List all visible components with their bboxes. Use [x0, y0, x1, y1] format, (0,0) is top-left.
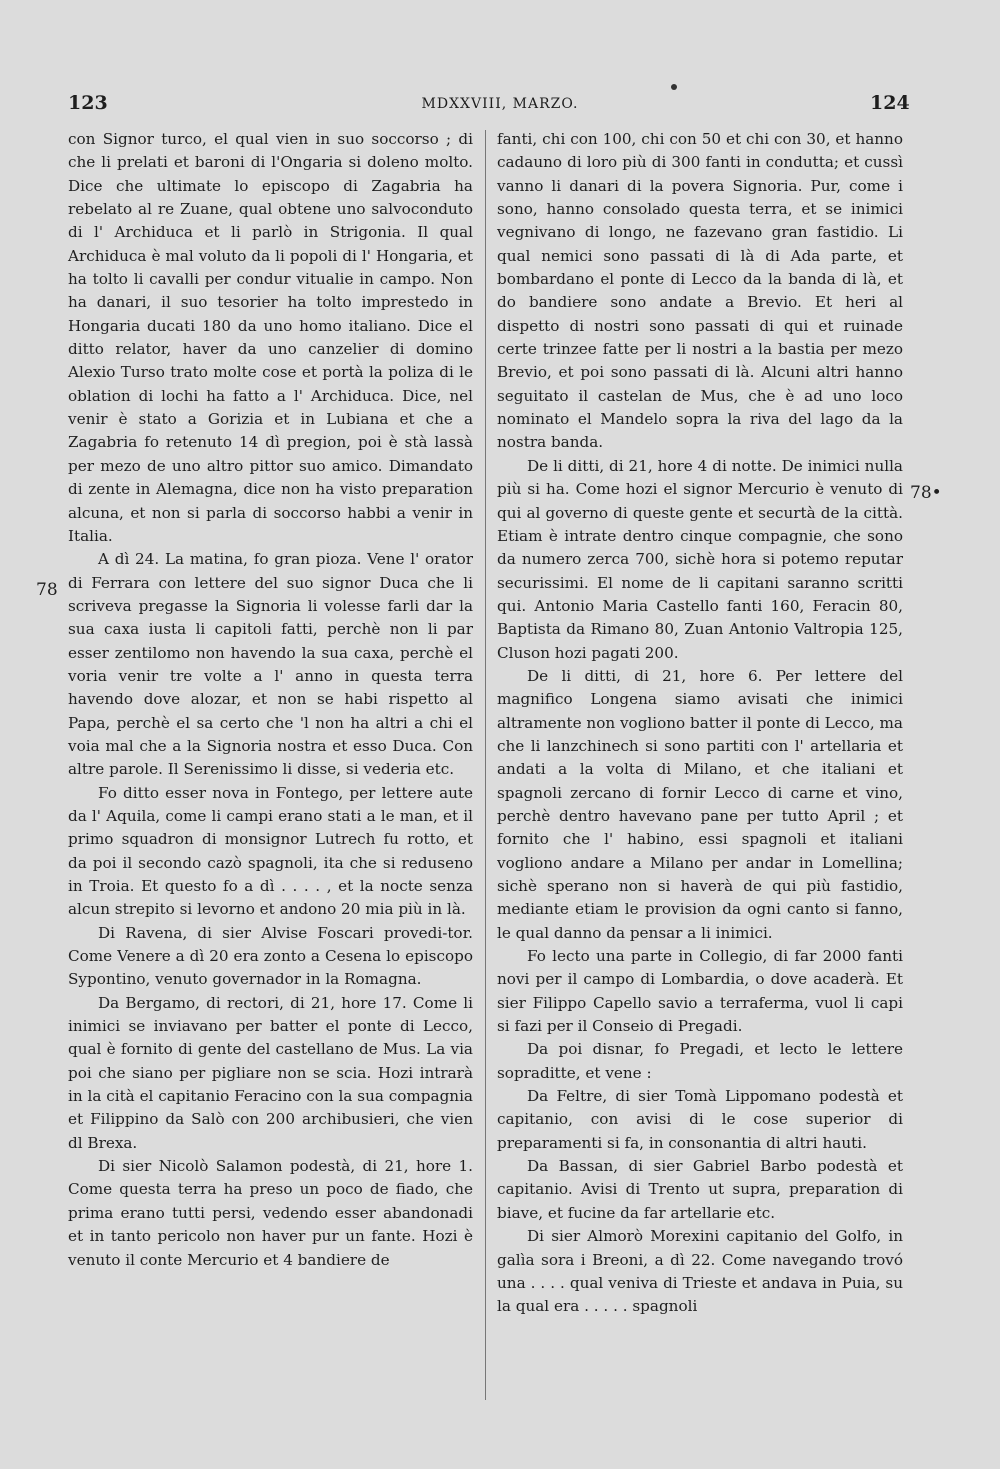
paragraph: con Signor turco, el qual vien in suo soccorso ; di che li prelati et baroni di l'Ongaria si doleno molto. Dice che ultimate lo episcopo di Zagabria ha rebelato al re Zuane, qual obtene uno salvoconduto di l' Archiduca et li parlò in Strigonia. Il qual Archiduca è mal voluto da li popoli di l' Hongaria, et ha tolto li cavalli per condur vitualie in campo. Non ha danari, il suo tesorier ha tolto imprestedo in Hongaria ducati 180 da uno homo italiano. Dice el ditto relator, haver da uno canzelier di domino Alexio Turso trato molte cose et portà la poliza di le oblation di lochi ha fatto a l' Archiduca. Dice, nel venir è stato a Gorizia et in Lubiana et che a Zagabria fo retenuto 14 dì pregion, poi è stà lassà per mezo de uno altro pittor suo amico. Dimandato di zente in Alemagna, dice non ha visto preparation alcuna, et non si parla di soccorso habbi a venir in Italia.	[68, 130, 473, 545]
paragraph: Da poi disnar, fo Pregadi, et lecto le lettere sopraditte, et vene :	[497, 1040, 903, 1082]
paragraph: De li ditti, di 21, hore 4 di notte. De inimici nulla più si ha. Come hozi el signor Mercurio è venuto di qui al governo di queste gente et securtà de la città. Etiam è intrate dentro cinque compagnie, che sono da numero zerca 700, sichè hora si potemo reputar securissimi. El nome de li capitani saranno scritti qui. Antonio Maria Castello fanti 160, Feracin 80, Baptista da Rimano 80, Zuan Antonio Valtropia 125, Cluson hozi pagati 200.	[497, 456, 903, 662]
paragraph: Di Ravena, di sier Alvise Foscari provedi-tor. Come Venere a dì 20 era zonto a Cesena lo episcopo Sypontino, venuto governador in la Romagna.	[68, 923, 473, 989]
paragraph: fanti, chi con 100, chi con 50 et chi con 30, et hanno cadauno di loro più di 300 fanti in condutta; et cussì vanno li danari di la povera Signoria. Pur, come i sono, hanno consolado questa terra, et se inimici vegnivano di longo, ne fazevano gran fastidio. Li qual nemici sono passati di là di Ada parte, et bombardano el ponte di Lecco da la banda di là, et do bandiere sono andate a Brevio. Et heri al dispetto di nostri sono passati di qui et ruinade certe trinzee fatte per li nostri a la bastia per mezo Brevio, et poi sono passati di là. Alcuni altri hanno seguitato il castelan de Mus, che è ad uno loco nominato el Mandelo sopra la riva del lago da la nostra banda.	[497, 130, 903, 452]
paragraph: Fo ditto esser nova in Fontego, per lettere aute da l' Aquila, come li campi erano stati a le man, et il primo squadron di monsignor Lutrech fu rotto, et da poi il secondo cazò spagnoli, ita che si reduseno in Troia. Et questo fo a dì . . . . , et la nocte senza alcun strepito si levorno et andono 20 mia più in là.	[68, 783, 473, 919]
column-divider	[485, 130, 486, 1400]
left-page-number: 123	[68, 92, 108, 114]
paragraph: Da Feltre, di sier Tomà Lippomano podestà et capitanio, con avisi di le cose superior di preparamenti si fa, in consonantia di altri hauti.	[497, 1087, 903, 1152]
margin-note-right: 78•	[910, 483, 942, 503]
paragraph: Fo lecto una parte in Collegio, di far 2000 fanti novi per il campo di Lombardia, o dove acaderà. Et sier Filippo Capello savio a terraferma, vuol li capi si fazi per il Conseio di Pregadi.	[497, 947, 903, 1036]
margin-note-left: 78	[36, 580, 58, 600]
ink-mark	[671, 84, 677, 90]
paragraph: Di sier Almorò Morexini capitanio del Golfo, in galìa sora i Breoni, a dì 22. Come navegando trovó una . . . . qual veniva di Trieste et andava in Puia, su la qual era . . . . . spagnoli	[497, 1227, 903, 1316]
paragraph: Da Bergamo, di rectori, di 21, hore 17. Come li inimici se inviavano per batter el ponte di Lecco, qual è fornito di gente del castellano de Mus. La via poi che siano per pigliare non se scia. Hozi intrarà in la cità el capitanio Feracino con la sua compagnia et Filippino da Salò con 200 archibusieri, che vien dl Brexa.	[68, 993, 473, 1152]
left-column	[68, 128, 473, 1272]
paragraph: De li ditti, di 21, hore 6. Per lettere del magnifico Longena siamo avisati che inimici altramente non vogliono batter il ponte di Lecco, ma che li lanzchinech si sono partiti con l' artellaria et andati a la volta di Milano, et che italiani et spagnoli zercano di fornir Lecco di carne et vino, perchè dentro havevano pane per tutto April ; et fornito che l' habino, essi spagnoli et italiani vogliono andare a Milano per andar in Lomellina; sichè sperano non si haverà de qui più fastidio, mediante etiam le provision da ogni canto si fanno, le qual danno da pensar a li inimici.	[497, 666, 903, 942]
paragraph: Da Bassan, di sier Gabriel Barbo podestà et capitanio. Avisi di Trento ut supra, preparation di biave, et fucine da far artellarie etc.	[497, 1157, 903, 1222]
running-title: MDXXVIII, MARZO.	[421, 96, 579, 112]
right-page-number: 124	[870, 92, 910, 114]
right-column	[497, 128, 903, 1319]
paragraph: Di sier Nicolò Salamon podestà, di 21, hore 1. Come questa terra ha preso un poco de fiado, che prima erano tutti persi, vedendo esser abandonadi et in tanto pericolo non haver pur un fante. Hozi è venuto il conte Mercurio et 4 bandiere de	[68, 1157, 473, 1269]
paragraph: A dì 24. La matina, fo gran pioza. Vene l' orator di Ferrara con lettere del suo signor Duca che li scriveva pregasse la Signoria li volesse farli dar la sua caxa iusta li capitoli fatti, perchè non li par esser zentilomo non havendo la sua caxa, perchè el voria venir tre volte a l' anno in questa terra havendo dove alozar, et non se habi rispetto al Papa, perchè el sa certo che 'l non ha altri a chi el voia mal che a la Signoria nostra et esso Duca. Con altre parole. Il Serenissimo li disse, si vederia etc.	[68, 550, 473, 779]
